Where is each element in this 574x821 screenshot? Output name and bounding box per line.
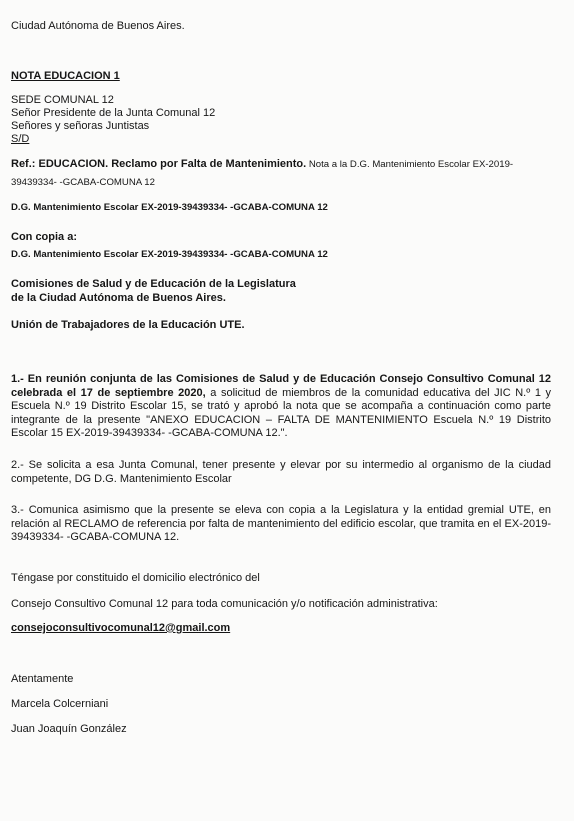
domicile-email[interactable]: consejoconsultivocomunal12@gmail.com xyxy=(11,622,231,634)
commissions-line-2: de la Ciudad Autónoma de Buenos Aires. xyxy=(11,292,226,304)
recipient-line-2: Señor Presidente de la Junta Comunal 12 xyxy=(11,107,216,119)
union-line: Unión de Trabajadores de la Educación UTE. xyxy=(11,319,245,331)
point-1-rest: a solicitud de miembros de la comunidad educativa del JIC N.º 1 y Escuela N.º 19 Distrito Escolar 15, se trató y aprobó la nota que se acompaña a continuación como parte integrante de la presente "ANEXO EDUCACION – FALTA DE MANTENIMIENTO Escuela N.º 19 Distrito Escolar 15 EX-2019-39439334- -GCABA-COMUNA 12.". xyxy=(11,386,552,439)
point-3: 3.- Comunica asimismo que la presente se eleva con copia a la Legislatura y la entidad gremial UTE, en relación al RECLAMO de referencia por falta de mantenimiento del edificio escolar, que tramita en el EX-2019-39439334- -GCABA-COMUNA 12. xyxy=(11,504,551,543)
domicile-line-2: Consejo Consultivo Comunal 12 para toda comunicación y/o notificación administrativa: xyxy=(11,598,438,610)
note-title: NOTA EDUCACION 1 xyxy=(11,70,120,82)
copy-label: Con copia a: xyxy=(11,231,78,243)
reference-dg-line: D.G. Mantenimiento Escolar EX-2019-39439334- -GCABA-COMUNA 12 xyxy=(11,202,328,213)
domicile-line-1: Téngase por constituido el domicilio electrónico del xyxy=(11,572,260,584)
commissions-line-1: Comisiones de Salud y de Educación de la Legislatura xyxy=(11,278,296,290)
reference-label: Ref.: EDUCACION. Reclamo por Falta de Mantenimiento. xyxy=(11,158,307,170)
reference-text-a: Nota a la D.G. Mantenimiento Escolar EX-2019- xyxy=(306,159,514,170)
signer-1: Marcela Colcerniani xyxy=(11,698,109,710)
reference-line xyxy=(11,158,513,171)
city-line: Ciudad Autónoma de Buenos Aires. xyxy=(11,20,185,32)
closing-salutation: Atentamente xyxy=(11,673,74,685)
copy-line: D.G. Mantenimiento Escolar EX-2019-39439334- -GCABA-COMUNA 12 xyxy=(11,249,328,260)
recipient-line-3: Señores y señoras Juntistas xyxy=(11,120,150,132)
reference-text-b: 39439334- -GCABA-COMUNA 12 xyxy=(11,177,155,188)
signer-2: Juan Joaquín González xyxy=(11,723,127,735)
recipient-line-4: S/D xyxy=(11,133,30,145)
point-2: 2.- Se solicita a esa Junta Comunal, tener presente y elevar por su intermedio al organismo de la ciudad competente, DG D.G. Mantenimiento Escolar xyxy=(11,459,551,485)
point-1 xyxy=(11,373,551,441)
point-1-bold: 1.- En reunión conjunta de las Comisiones de Salud y de Educación Consejo Consultivo Comunal 12 celebrada el 17 de septiembre 2020, xyxy=(11,373,551,399)
recipient-line-1: SEDE COMUNAL 12 xyxy=(11,94,114,106)
